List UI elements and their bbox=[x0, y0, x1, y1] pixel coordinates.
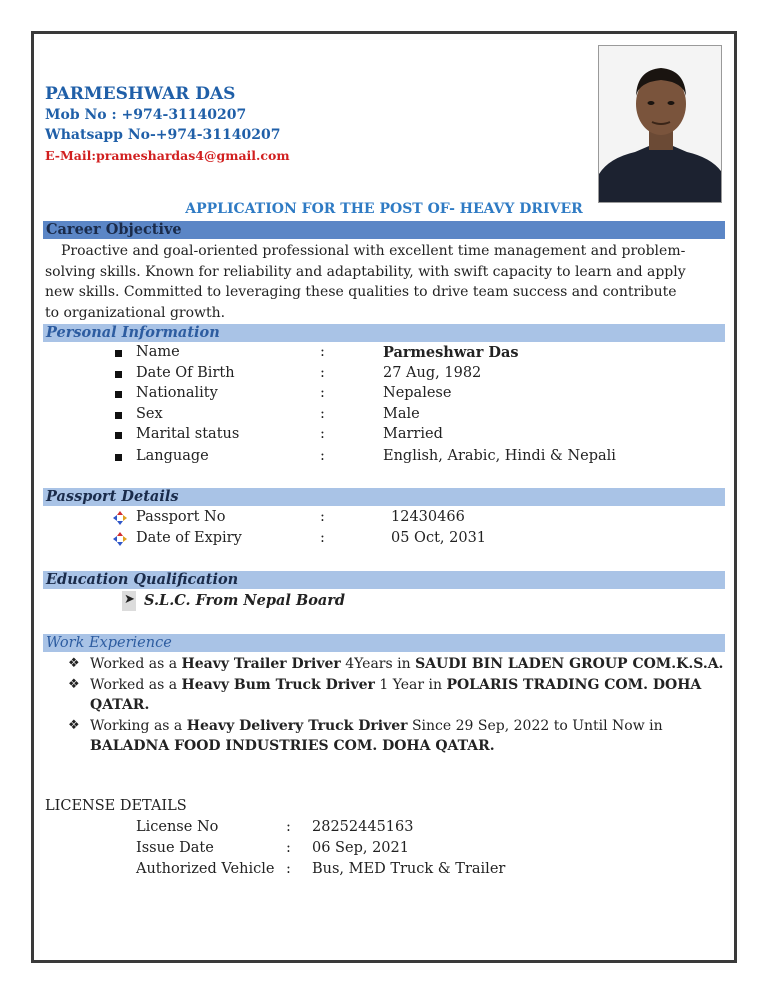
whatsapp-number: Whatsapp No-+974-31140207 bbox=[45, 127, 281, 143]
square-bullet-icon bbox=[115, 391, 122, 398]
personal-information-heading: Personal Information bbox=[43, 324, 725, 342]
square-bullet-icon bbox=[115, 454, 122, 461]
nationality-label: Nationality bbox=[136, 385, 218, 401]
authorized-vehicle-label: Authorized Vehicle bbox=[136, 861, 275, 877]
issue-date-label: Issue Date bbox=[136, 840, 214, 856]
square-bullet-icon bbox=[115, 432, 122, 439]
square-bullet-icon bbox=[115, 412, 122, 419]
license-no-label: License No bbox=[136, 819, 219, 835]
career-objective-heading: Career Objective bbox=[43, 221, 725, 239]
four-arrow-bullet-icon bbox=[113, 532, 127, 546]
diamond-bullet-icon: ❖ bbox=[68, 676, 80, 692]
expiry-label: Date of Expiry bbox=[136, 530, 242, 546]
square-bullet-icon bbox=[115, 350, 122, 357]
career-line: new skills. Committed to leveraging these qualities to drive team success and contribute bbox=[45, 284, 677, 300]
language-label: Language bbox=[136, 448, 209, 464]
passport-details-heading: Passport Details bbox=[43, 488, 725, 506]
career-line: to organizational growth. bbox=[45, 304, 226, 321]
colon: : bbox=[320, 530, 325, 546]
colon: : bbox=[320, 385, 325, 401]
work-item: ❖ Worked as a Heavy Bum Truck Driver 1 Year in POLARIS TRADING COM. DOHA QATAR. bbox=[68, 676, 702, 713]
work-experience-list bbox=[68, 654, 728, 757]
candidate-name: PARMESHWAR DAS bbox=[45, 84, 236, 104]
career-line: solving skills. Known for reliability and adaptability, with swift capacity to learn and apply bbox=[45, 263, 686, 280]
expiry-value: 05 Oct, 2031 bbox=[391, 530, 487, 546]
sex-label: Sex bbox=[136, 406, 163, 422]
nationality-value: Nepalese bbox=[383, 385, 452, 401]
person-portrait-icon bbox=[599, 46, 722, 203]
marital-status-label: Marital status bbox=[136, 426, 240, 442]
passport-no-value: 12430466 bbox=[391, 509, 465, 525]
passport-no-label: Passport No bbox=[136, 509, 226, 525]
square-bullet-icon bbox=[115, 371, 122, 378]
diamond-bullet-icon: ❖ bbox=[68, 717, 80, 733]
career-line: Proactive and goal-oriented professional with excellent time management and problem- bbox=[61, 243, 686, 259]
colon: : bbox=[320, 426, 325, 442]
license-heading: LICENSE DETAILS bbox=[45, 798, 187, 814]
profile-photo bbox=[598, 45, 722, 203]
colon: : bbox=[286, 861, 291, 877]
colon: : bbox=[286, 819, 291, 835]
name-value: Parmeshwar Das bbox=[383, 344, 519, 361]
colon: : bbox=[320, 509, 325, 525]
work-item: ❖ Working as a Heavy Delivery Truck Driver Since 29 Sep, 2022 to Until Now in BALADNA FOOD INDUSTRIES COM. DOHA QATAR. bbox=[68, 717, 663, 754]
application-title: APPLICATION FOR THE POST OF- HEAVY DRIVER bbox=[185, 201, 583, 217]
name-label: Name bbox=[136, 344, 180, 360]
dob-value: 27 Aug, 1982 bbox=[383, 365, 482, 381]
work-experience-heading: Work Experience bbox=[43, 634, 725, 652]
colon: : bbox=[320, 344, 325, 360]
dob-label: Date Of Birth bbox=[136, 365, 235, 381]
work-item: ❖ Worked as a Heavy Trailer Driver 4Years in SAUDI BIN LADEN GROUP COM.K.S.A. bbox=[68, 654, 728, 675]
sex-value: Male bbox=[383, 406, 420, 422]
colon: : bbox=[320, 365, 325, 381]
authorized-vehicle-value: Bus, MED Truck & Trailer bbox=[312, 861, 506, 877]
license-no-value: 28252445163 bbox=[312, 819, 414, 835]
four-arrow-bullet-icon bbox=[113, 511, 127, 525]
colon: : bbox=[320, 406, 325, 422]
education-heading: Education Qualification bbox=[43, 571, 725, 589]
colon: : bbox=[286, 840, 291, 856]
diamond-bullet-icon: ❖ bbox=[68, 656, 80, 671]
mobile-number: Mob No : +974-31140207 bbox=[45, 107, 247, 123]
email-address: E-Mail:prameshardas4@gmail.com bbox=[45, 148, 290, 163]
arrow-right-icon: ➤ bbox=[124, 592, 135, 607]
career-objective-text bbox=[45, 241, 729, 323]
education-item: S.L.C. From Nepal Board bbox=[144, 592, 346, 609]
colon: : bbox=[320, 448, 325, 464]
issue-date-value: 06 Sep, 2021 bbox=[312, 840, 409, 856]
marital-status-value: Married bbox=[383, 426, 443, 442]
language-value: English, Arabic, Hindi & Nepali bbox=[383, 448, 616, 464]
